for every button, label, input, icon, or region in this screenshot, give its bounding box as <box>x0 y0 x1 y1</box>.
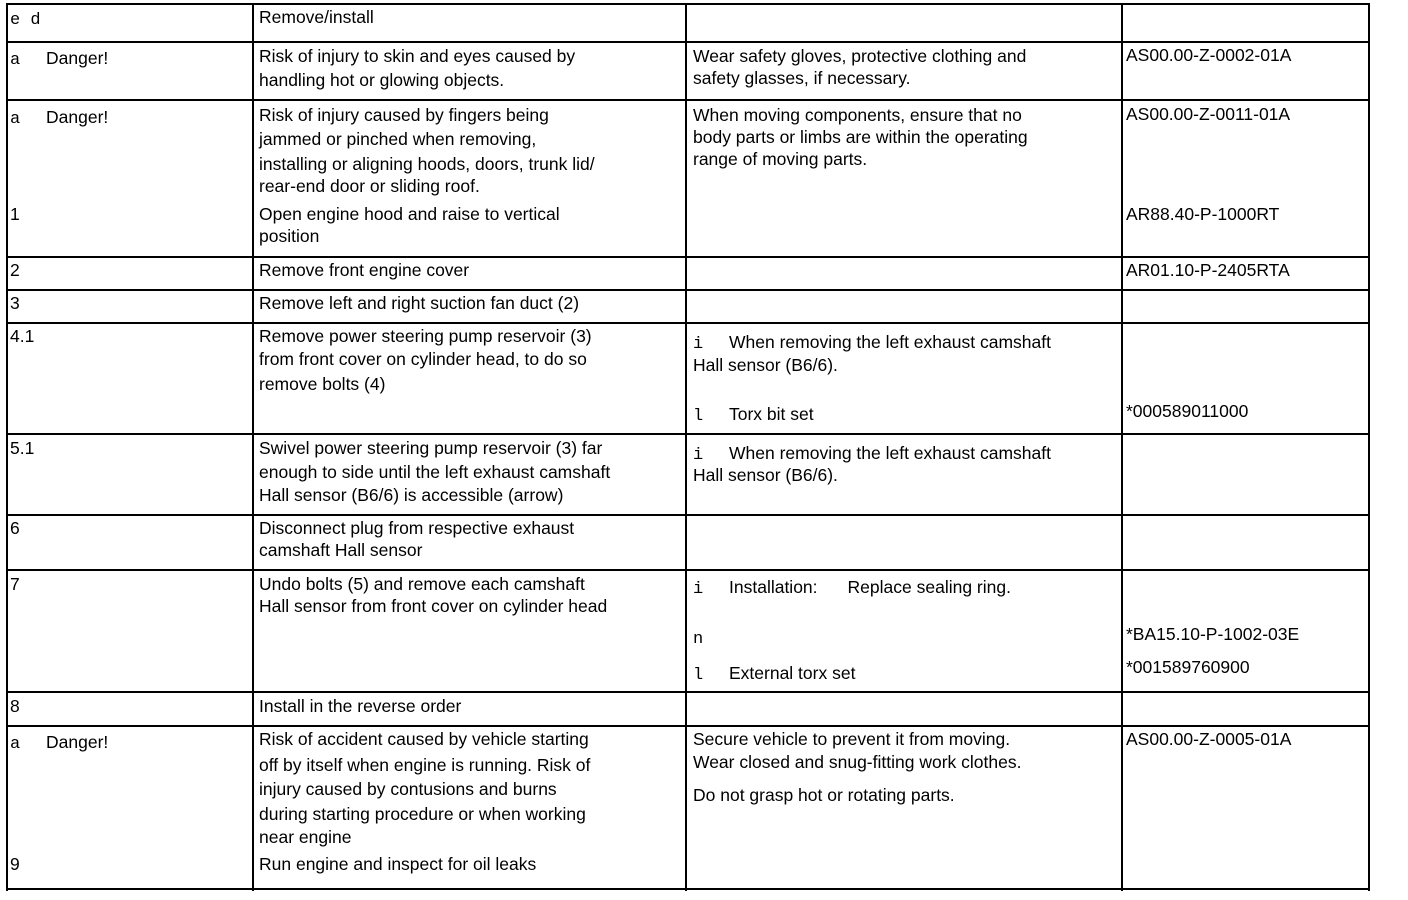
step-text: Remove power steering pump reservoir (3) <box>259 326 592 346</box>
step-number: 6 <box>10 518 20 538</box>
row-divider <box>6 691 1370 693</box>
danger-text: jammed or pinched when removing, <box>259 129 537 149</box>
info-icon: i <box>693 446 704 465</box>
step-number: 9 <box>10 854 20 874</box>
reference-code: *BA15.10-P-1002-03E <box>1126 624 1300 644</box>
info-icon: i <box>693 335 704 354</box>
warning-triangle-icon: a <box>10 735 21 754</box>
note-text: Hall sensor (B6/6). <box>693 355 838 375</box>
step-text: Run engine and inspect for oil leaks <box>259 854 537 874</box>
column-divider <box>1368 3 1370 891</box>
step-number: 4.1 <box>10 326 35 346</box>
column-divider <box>1121 3 1123 891</box>
danger-text: during starting procedure or when working <box>259 804 586 824</box>
tool-text: l External torx set <box>693 661 855 688</box>
danger-label: a Danger! <box>10 46 108 73</box>
danger-label: a Danger! <box>10 730 108 757</box>
danger-text: rear-end door or sliding roof. <box>259 176 480 196</box>
step-number: 8 <box>10 696 20 716</box>
note-text: Hall sensor (B6/6). <box>693 465 838 485</box>
column-divider <box>6 3 8 891</box>
info-icon: i <box>693 580 704 599</box>
step-text: camshaft Hall sensor <box>259 540 423 560</box>
precaution-text: safety glasses, if necessary. <box>693 68 911 88</box>
danger-text: Risk of injury caused by fingers being <box>259 105 549 125</box>
precaution-text: Wear closed and snug-fitting work clothes. <box>693 752 1022 772</box>
row-divider <box>6 514 1370 516</box>
step-text: Install in the reverse order <box>259 696 462 716</box>
step-number: 1 <box>10 204 20 224</box>
note-text: i When removing the left exhaust camshaft <box>693 441 1051 468</box>
row-divider <box>6 322 1370 324</box>
installation-note: i Installation: Replace sealing ring. <box>693 575 1011 602</box>
row-divider <box>6 888 1370 890</box>
precaution-text: Secure vehicle to prevent it from moving. <box>693 729 1011 749</box>
tool-icon: l <box>693 666 704 685</box>
reference-code: AR01.10-P-2405RTA <box>1126 260 1290 280</box>
row-divider <box>6 289 1370 291</box>
step-number: 7 <box>10 574 20 594</box>
reference-code: AS00.00-Z-0002-01A <box>1126 45 1292 65</box>
step-text: enough to side until the left exhaust camshaft <box>259 462 611 482</box>
step-text: Open engine hood and raise to vertical <box>259 204 560 224</box>
warning-triangle-icon: a <box>10 51 21 70</box>
step-number: 5.1 <box>10 438 35 458</box>
reference-code: AS00.00-Z-0011-01A <box>1126 104 1291 124</box>
precaution-text: range of moving parts. <box>693 149 868 169</box>
danger-text: near engine <box>259 827 352 847</box>
reference-code: AR88.40-P-1000RT <box>1126 204 1280 224</box>
spec-icon: n <box>693 630 704 649</box>
danger-text: injury caused by contusions and burns <box>259 779 557 799</box>
row-divider <box>6 569 1370 571</box>
note-text: i When removing the left exhaust camshaft <box>693 330 1051 357</box>
column-divider <box>685 3 687 891</box>
precaution-text: Do not grasp hot or rotating parts. <box>693 785 955 805</box>
danger-text: installing or aligning hoods, doors, trunk lid/ <box>259 154 595 174</box>
row-divider <box>6 433 1370 435</box>
precaution-text: Wear safety gloves, protective clothing and <box>693 46 1027 66</box>
step-number: 2 <box>10 260 20 280</box>
precaution-text: When moving components, ensure that no <box>693 105 1022 125</box>
row-divider <box>6 99 1370 101</box>
warning-triangle-icon: a <box>10 110 21 129</box>
step-text: Remove left and right suction fan duct (2) <box>259 293 580 313</box>
step-text: Swivel power steering pump reservoir (3) far <box>259 438 603 458</box>
step-text: from front cover on cylinder head, to do so <box>259 349 587 369</box>
reference-code: *000589011000 <box>1126 401 1249 421</box>
danger-text: Risk of accident caused by vehicle starting <box>259 729 589 749</box>
row-divider <box>6 3 1370 5</box>
step-text: remove bolts (4) <box>259 374 386 394</box>
danger-text: handling hot or glowing objects. <box>259 70 505 90</box>
step-text: Undo bolts (5) and remove each camshaft <box>259 574 585 594</box>
step-text: Disconnect plug from respective exhaust <box>259 518 575 538</box>
reference-code: *001589760900 <box>1126 657 1250 677</box>
danger-text: off by itself when engine is running. Risk of <box>259 755 591 775</box>
step-text: position <box>259 226 320 246</box>
header-symbols: e d <box>10 11 41 30</box>
header-title: Remove/install <box>259 7 374 27</box>
danger-text: Risk of injury to skin and eyes caused by <box>259 46 576 66</box>
column-divider <box>252 3 254 891</box>
tool-text: l Torx bit set <box>693 402 814 429</box>
step-text: Remove front engine cover <box>259 260 470 280</box>
step-text: Hall sensor from front cover on cylinder head <box>259 596 608 616</box>
reference-code: AS00.00-Z-0005-01A <box>1126 729 1292 749</box>
precaution-text: body parts or limbs are within the operating <box>693 127 1028 147</box>
step-number: 3 <box>10 293 20 313</box>
step-text: Hall sensor (B6/6) is accessible (arrow) <box>259 485 564 505</box>
tool-icon: l <box>693 407 704 426</box>
danger-label: a Danger! <box>10 105 108 132</box>
